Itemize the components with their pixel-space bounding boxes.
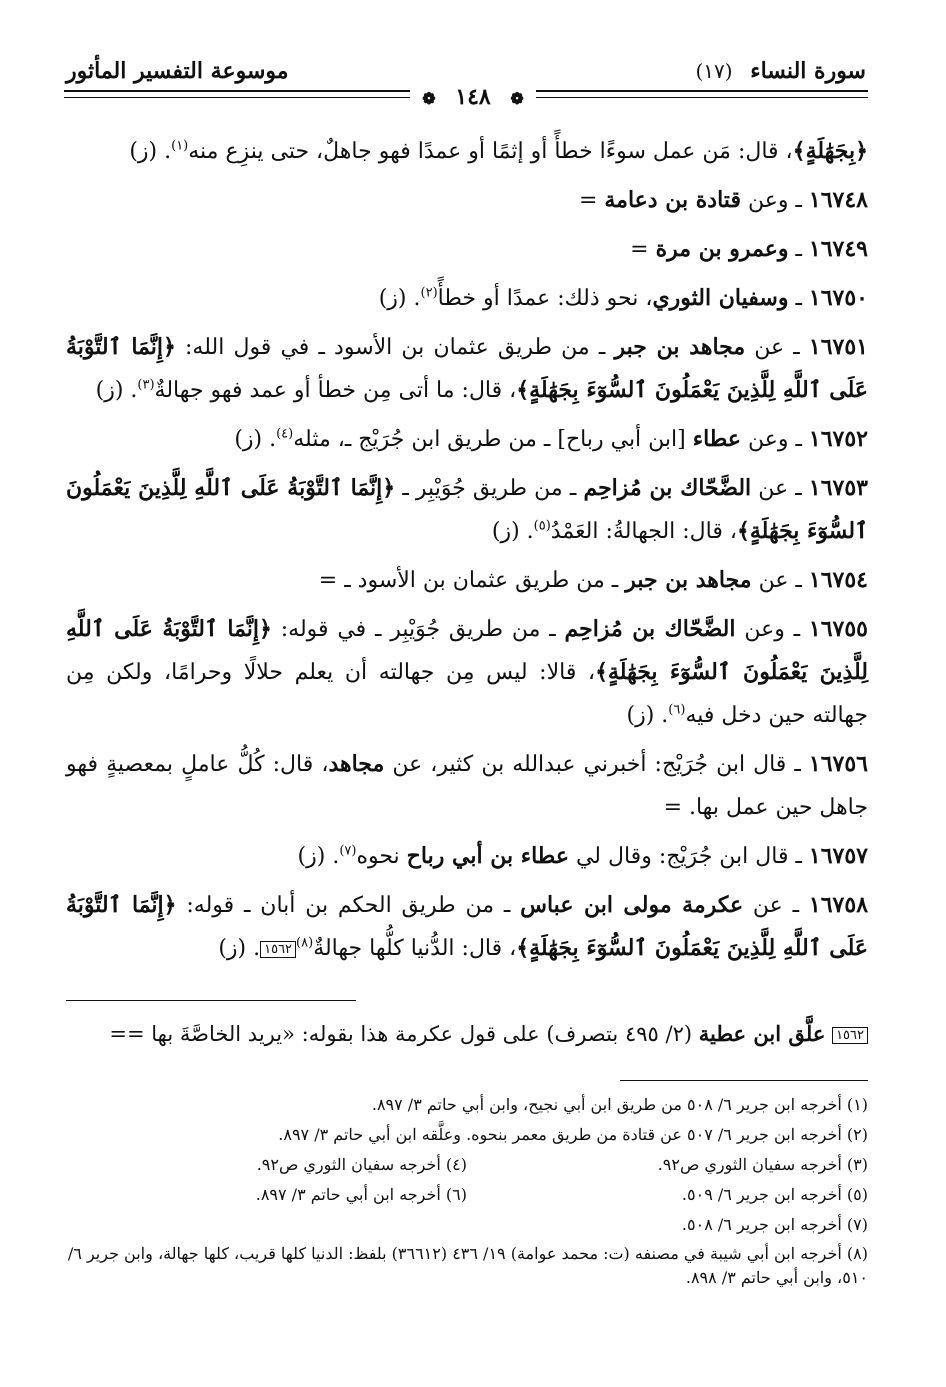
narration-number: ١٦٧٥٨ [808,892,869,918]
paragraph-tail: . (ز) [95,378,138,403]
ornament-icon: ❁ [504,89,529,108]
narrator-name: وسفيان الثوري [652,285,789,311]
footnote-6: (٦) أخرجه ابن أبي حاتم ٣/ ٨٩٧. [255,1185,467,1204]
paragraph [66,559,868,602]
paragraph [66,835,868,878]
paragraph [66,743,868,829]
paragraph-text: ـ من طريق عثمان بن الأسود ـ في قول الله: [175,335,615,360]
footnote-row [66,1150,868,1180]
editor-note [66,1016,868,1052]
paragraph-tail: . (ز) [626,703,669,728]
footnote-5: (٥) أخرجه ابن جرير ٦/ ٥٠٩. [681,1185,868,1204]
narration-number: ١٦٧٤٨ [808,187,868,213]
paragraph [66,277,868,320]
verse-number: (١٧) [695,59,733,83]
surah-name: سورة النساء [750,58,866,84]
editor-note-separator [66,1000,356,1001]
paragraph [66,179,868,222]
paragraph [66,418,868,461]
paragraph-text: ـ قال ابن جُرَيْج: وقال لي [568,844,809,869]
paragraph-text: نحوه [356,844,407,869]
paragraph-tail: . (ز) [234,427,277,452]
footnote-ref[interactable]: (٨) [296,935,314,951]
paragraph [66,326,868,412]
editor-note-ref[interactable]: ١٥٦٢ [260,941,296,958]
footnote-7: (٧) أخرجه ابن جرير ٦/ ٥٠٨. [681,1215,868,1234]
quran-quote: ﴿إِنَّمَا ٱلتَّوْبَةُ عَلَى ٱللَّهِ لِلَّذِينَ يَعْمَلُونَ ٱلسُّوٓءَ بِجَهَٰلَةٍ﴾ [66,616,869,685]
narration-number: ١٦٧٥٦ [808,751,868,777]
paragraph-text: ، قال: مَن عمل سوءًا خطأً أو إثمًا أو عمدًا فهو جاهلٌ، حتى ينزِع منه [188,139,793,164]
paragraph-text: ـ عن [751,568,809,593]
paragraph-text: = [578,188,605,213]
paragraph-tail: . (ز) [378,286,421,311]
paragraph-text: ـ قال ابن جُرَيْج: أخبرني عبدالله بن كثير، عن [384,752,809,777]
paragraph-text: ـ من طريق عثمان بن الأسود ـ = [318,568,626,593]
footnote-ref[interactable]: (٣) [137,377,155,393]
editor-note-number: ١٥٦٢ [832,1027,868,1044]
paragraph-text: ـ وعن [735,617,809,642]
paragraph-tail: . (ز) [218,936,261,961]
footnote-ref[interactable]: (٤) [276,426,294,442]
footnote-8: (٨) أخرجه ابن أبي شيبة في مصنفه (ت: محمد عوامة) ١٩/ ٤٣٦ (٣٦٦١٢) بلفظ: الدنيا كلها قريب، كلها جهالة، وابن جرير ٦/ ٥١٠، وابن أبي حاتم ٣/ ٨٩٨. [67,1244,868,1287]
narration-number: ١٦٧٥١ [808,334,868,360]
paragraph-text: ـ [788,286,809,311]
footnote-separator [620,1080,868,1081]
footnote-3: (٣) أخرجه سفيان الثوري ص٩٢. [657,1155,868,1174]
paragraph-text: ، قال: كُلُّ عاملٍ بمعصيةٍ فهو جاهل حين عمل بها. = [66,752,868,820]
paragraph [66,228,868,271]
narrator-name: عكرمة مولى ابن عباس [520,892,744,918]
narrator-name: وعمرو بن مرة [655,236,789,262]
narration-number: ١٦٧٤٩ [808,236,868,262]
paragraph-text: [ابن أبي رباح] ـ من طريق ابن جُرَيْج ـ، مثله [293,427,693,452]
header-surah [695,58,866,84]
quran-quote: ﴿إِنَّمَا ٱلتَّوْبَةُ عَلَى ٱللَّهِ لِلَّذِينَ يَعْمَلُونَ ٱلسُّوٓءَ بِجَهَٰلَةٍ﴾ [66,892,868,961]
paragraph-tail: . (ز) [297,844,340,869]
footnote-row [66,1180,868,1210]
paragraph-text: ـ وعن [740,427,809,452]
narration-number: ١٦٧٥٥ [808,616,868,642]
page-number-box [0,84,946,110]
paragraph-tail: . (ز) [129,139,172,164]
page-number: ١٤٨ [449,84,496,110]
narration-number: ١٦٧٥٧ [808,843,868,869]
paragraph-text: ، قال: ما أتى مِن خطأ أو عمد فهو جهالةٌ [154,378,517,403]
paragraph [66,130,868,173]
quran-quote: ﴿إِنَّمَا ٱلتَّوْبَةُ عَلَى ٱللَّهِ لِلَّذِينَ يَعْمَلُونَ ٱلسُّوٓءَ بِجَهَٰلَةٍ﴾ [66,475,868,544]
paragraph-text: ـ من طريق جُوَيْبِر ـ [395,476,584,501]
narration-number: ١٦٧٥٤ [808,567,868,593]
paragraph-text: ، قال: الدُّنيا كلُّها جهالةٌ [313,936,517,961]
footnote-ref[interactable]: (٢) [420,285,438,301]
narrator-name: قتادة بن دعامة [604,187,741,213]
narrator-name: مجاهد [328,751,385,777]
narrator-name: عطاء [692,426,741,452]
footnote-ref[interactable]: (٦) [668,702,686,718]
footnote-1: (١) أخرجه ابن جرير ٦/ ٥٠٨ من طريق ابن أبي نجيح، وابن أبي حاتم ٣/ ٨٩٧. [371,1095,868,1114]
footnote-4: (٤) أخرجه سفيان الثوري ص٩٢. [256,1155,467,1174]
footnote-ref[interactable]: (٥) [533,518,551,534]
narration-number: ١٦٧٥٠ [808,285,868,311]
header-book-title: موسوعة التفسير المأثور [66,58,289,84]
narration-number: ١٦٧٥٢ [808,426,868,452]
paragraph-tail: . (ز) [491,519,534,544]
quran-quote: ﴿بِجَهَٰلَةٍ﴾ [792,138,868,164]
paragraph-text: ، نحو ذلك: عمدًا أو خطأً [437,286,653,311]
narrator-name: مجاهد بن جبر [625,567,752,593]
paragraph-text: = [630,237,656,262]
paragraph-text: ـ عن [745,335,809,360]
ornament-icon: ❁ [416,89,441,108]
narrator-name: الضَّحّاك بن مُزاحِم [583,475,752,501]
paragraph-text: ـ وعن [740,188,809,213]
paragraph [66,884,868,970]
narration-number: ١٦٧٥٣ [808,475,868,501]
narrator-name: عطاء بن أبي رباح [406,843,569,869]
narrator-name: الضَّحّاك بن مُزاحِم [564,616,736,642]
footnote-ref[interactable]: (٧) [339,843,357,859]
footnotes [66,1090,868,1290]
paragraph [66,608,868,737]
paragraph-text: ـ [788,237,809,262]
paragraph [66,467,868,553]
paragraph-text: ، قال: الجهالةُ: العَمْدُ [550,519,737,544]
editor-note-heading: علَّق ابن عطية [698,1021,826,1046]
footnote-ref[interactable]: (١) [171,138,189,154]
editor-note-text: (٢/ ٤٩٥ بتصرف) على قول عكرمة هذا بقوله: «يريد الخاصَّةَ بها == [109,1022,699,1046]
footnote-2: (٢) أخرجه ابن جرير ٦/ ٥٠٧ عن قتادة من طريق معمر بنحوه. وعلَّقه ابن أبي حاتم ٣/ ٨٩٧. [278,1125,868,1144]
paragraph-text: ، قالا: ليس مِن جهالته أن يعلم حلالًا وحرامًا، ولكن مِن جهالته حين دخل فيه [66,660,868,728]
quran-quote: ﴿إِنَّمَا ٱلتَّوْبَةُ عَلَى ٱللَّهِ لِلَّذِينَ يَعْمَلُونَ ٱلسُّوٓءَ بِجَهَٰلَةٍ﴾ [66,334,868,403]
paragraph-text: ـ من طريق جُوَيْبِر ـ في قوله: [271,617,565,642]
paragraph-text: ـ عن [743,893,809,918]
paragraph-text: ـ عن [751,476,809,501]
paragraph-text: ـ من طريق الحكم بن أبان ـ قوله: [176,893,521,918]
main-text [66,130,868,976]
narrator-name: مجاهد بن جبر [614,334,746,360]
